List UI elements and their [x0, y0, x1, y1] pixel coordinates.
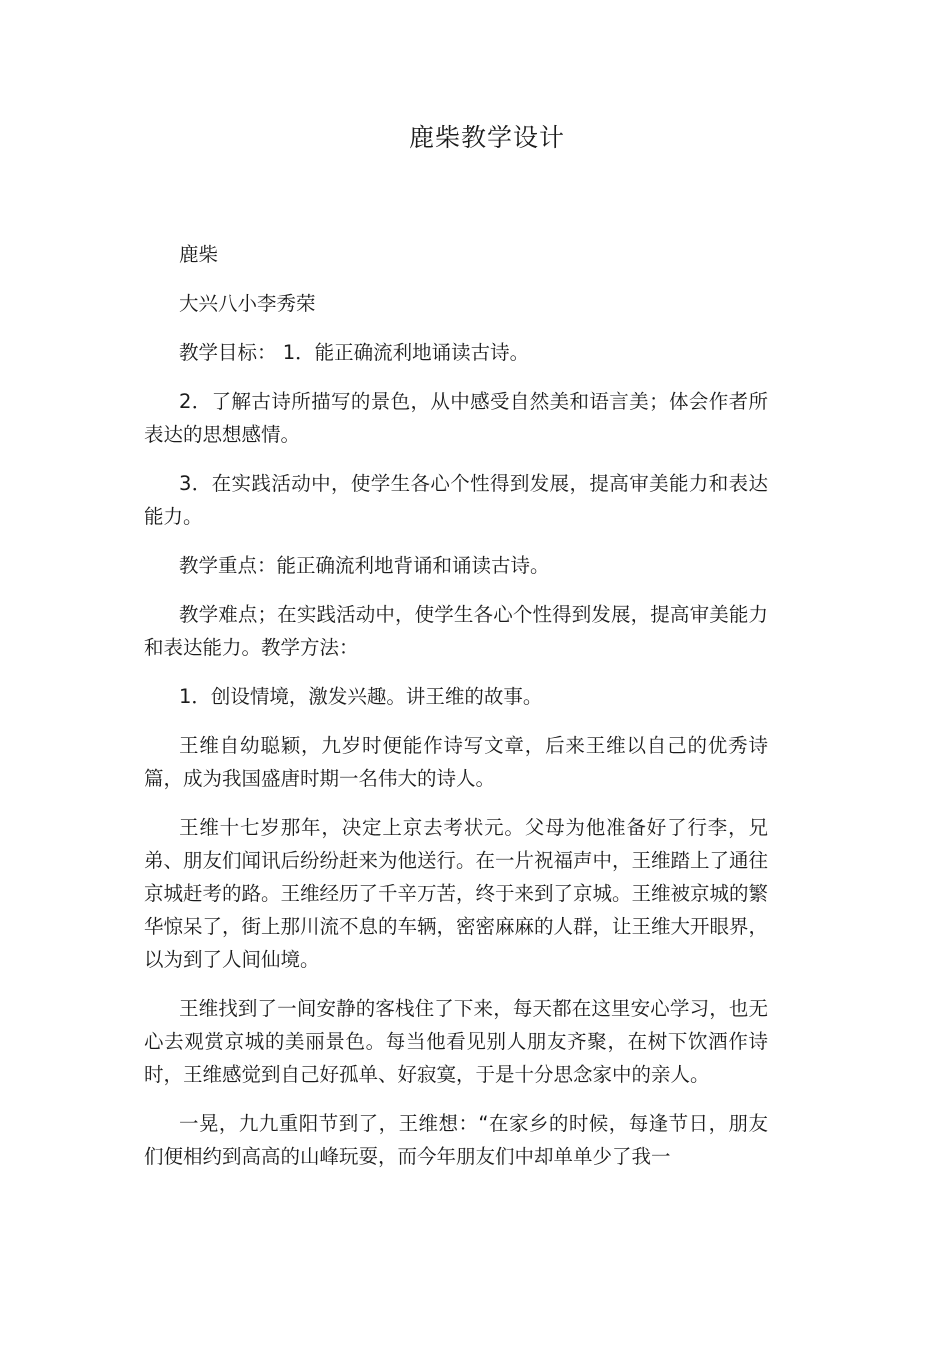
- story-paragraph-3: 王维找到了一间安静的客栈住了下来，每天都在这里安心学习，也无心去观赏京城的美丽景色。每当他看见别人朋友齐聚，在树下饮酒作诗时，王维感觉到自己好孤单、好寂寞，于是十分思念家中的亲人。: [144, 997, 768, 1086]
- story-paragraph-1: 王维自幼聪颖，九岁时便能作诗写文章，后来王维以自己的优秀诗篇，成为我国盛唐时期一名伟大的诗人。: [144, 734, 768, 790]
- story-paragraph-2: 王维十七岁那年，决定上京去考状元。父母为他准备好了行李，兄弟、朋友们闻讯后纷纷赶来为他送行。在一片祝福声中，王维踏上了通往京城赶考的路。王维经历了千辛万苦，终于来到了京城。王维被京城的繁华惊呆了，街上那川流不息的车辆，密密麻麻的人群，让王维大开眼界，以为到了人间仙境。: [144, 816, 769, 971]
- key-point: 教学重点：能正确流利地背诵和诵读古诗。: [179, 554, 550, 577]
- document-body: [144, 238, 768, 1189]
- method-1: 1．创设情境，激发兴趣。讲王维的故事。: [179, 685, 543, 708]
- lesson-name: 鹿柴: [179, 243, 219, 266]
- objective-3: 3．在实践活动中，使学生各心个性得到发展，提高审美能力和表达能力。: [144, 472, 768, 528]
- document-title: 鹿柴教学设计: [408, 123, 565, 152]
- difficult-point: 教学难点；在实践活动中，使学生各心个性得到发展，提高审美能力和表达能力。教学方法：: [144, 603, 768, 659]
- objective-1: 教学目标： 1．能正确流利地诵读古诗。: [179, 341, 530, 364]
- author-line: 大兴八小李秀荣: [179, 292, 316, 315]
- objective-2: 2．了解古诗所描写的景色，从中感受自然美和语言美；体会作者所表达的思想感情。: [144, 390, 768, 446]
- story-paragraph-4: 一晃，九九重阳节到了，王维想：“在家乡的时候，每逢节日，朋友们便相约到高高的山峰玩耍，而今年朋友们中却单单少了我一: [144, 1112, 768, 1168]
